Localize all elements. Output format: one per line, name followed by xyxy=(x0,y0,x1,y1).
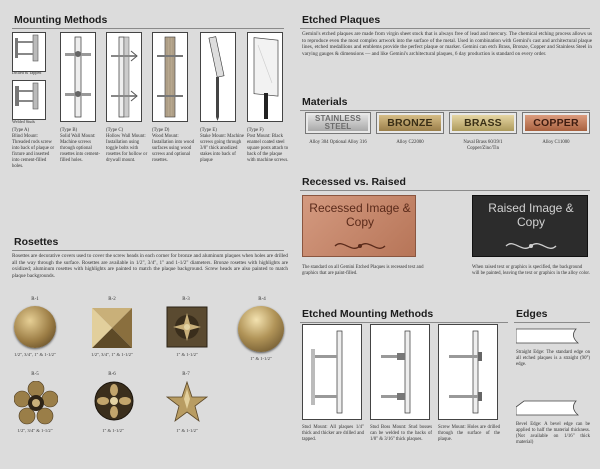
r5-rosette xyxy=(14,381,58,425)
welded-studs-label: Welded Studs xyxy=(12,119,36,124)
stud-boss-mount-text: Stud Boss Mount: Stud bosses can be welded to the backs of 1/8" & 3/16" thick plaques. xyxy=(370,425,432,442)
stake-mount-diagram xyxy=(201,33,235,121)
r3-label: R-3 xyxy=(182,297,190,302)
type-b-image xyxy=(60,32,96,122)
r1-label: R-1 xyxy=(31,297,39,302)
r6-sizes: 1" & 1-1/2" xyxy=(102,428,124,433)
recessed-sample-text: Recessed Image & Copy xyxy=(309,201,411,229)
type-c-text: Hollow Wall Mount: Installation using toggle bolts with rosettes for hollow or drywall mount. xyxy=(106,134,148,163)
recessed-ornament-icon xyxy=(303,238,417,254)
square-ornate-rosette-icon xyxy=(166,306,208,348)
r4-rosette xyxy=(238,306,284,352)
flower-rosette-icon xyxy=(14,381,58,425)
stud-boss-mount-diagram xyxy=(371,325,429,419)
mounting-methods-title: Mounting Methods xyxy=(14,14,108,26)
type-a-caption xyxy=(12,128,56,170)
stud-mount-diagram xyxy=(303,325,361,419)
brass-name: BRASS xyxy=(464,117,502,129)
type-b-label: (Type B) xyxy=(60,128,78,133)
bronze-plate xyxy=(377,113,443,133)
brass-note: Naval Brass 60/39/1 Copper/Zinc/Tin xyxy=(463,140,503,151)
type-c-image xyxy=(106,32,142,122)
edges-title: Edges xyxy=(516,308,548,320)
raised-sample-plaque xyxy=(472,195,588,257)
straight-edge-text: Straight Edge: The standard edge on all etched plaques is a straight (90°) edge. xyxy=(516,350,590,367)
bevel-edge-image xyxy=(516,398,588,418)
welded-studs-diagram xyxy=(13,81,45,111)
etched-mounting-title: Etched Mounting Methods xyxy=(302,308,434,320)
r5-label: R-5 xyxy=(31,372,39,377)
bronze-note: Alloy C22000 xyxy=(396,140,424,145)
straight-edge-diagram xyxy=(516,326,588,346)
copper-note: Alloy C11000 xyxy=(542,140,570,145)
r4-label: R-4 xyxy=(258,297,266,302)
type-f-image xyxy=(247,32,283,122)
type-f-text: Post Mount: Black enamel coated steel square posts attach to back of the plaque with machine screws. xyxy=(247,134,289,163)
mounting-rule xyxy=(12,28,284,29)
hollow-wall-mount-diagram xyxy=(107,33,141,121)
r6-rosette xyxy=(94,381,134,421)
type-e-image xyxy=(200,32,236,122)
brass-plate xyxy=(450,113,516,133)
copper-name: COPPER xyxy=(533,117,579,129)
stud-boss-mount-image xyxy=(370,324,430,420)
r1-rosette xyxy=(14,306,56,348)
recessed-text: The standard on all Gemini Etched Plaques is recessed text and graphics that are paint-filled. xyxy=(302,265,424,276)
raised-sample-text: Raised Image & Copy xyxy=(488,201,574,229)
pyramid-rosette-icon xyxy=(90,306,134,350)
screw-mount-text: Screw Mount: Holes are drilled through the surface of the plaque. xyxy=(438,425,500,442)
etched-plaques-title: Etched Plaques xyxy=(302,14,381,26)
type-a-welded-studs-image xyxy=(12,80,46,120)
r2-rosette xyxy=(90,306,134,350)
type-a-drilled-tapped-image xyxy=(12,32,46,72)
screw-mount-image xyxy=(438,324,498,420)
recessed-sample-plaque xyxy=(302,195,416,257)
recessed-rule xyxy=(300,190,590,191)
solid-wall-mount-diagram xyxy=(61,33,95,121)
stud-mount-text: Stud Mount: All plaques 1/4" thick and thicker are drilled and tapped. xyxy=(302,425,364,442)
etched-mounting-rule xyxy=(300,322,508,323)
rosettes-intro: Rosettes are decorative covers used to cover the screw heads in each corner for bronze and aluminum plaques when holes are drilled all the way through the surface. Rosettes are available in 1/2", 3/4", 1" and 1-1/2" diameters. Bronze rosettes with highlights are oxidized; aluminum rosettes with highlights are painted to match the plaque background. Screw heads are also painted to match plaque backgrounds. xyxy=(12,253,288,279)
r3-rosette xyxy=(166,306,208,348)
stainless-steel-name: STAINLESS STEEL xyxy=(314,114,362,131)
stainless-steel-plate xyxy=(306,113,370,133)
type-c-label: (Type C) xyxy=(106,128,124,133)
bronze-name: BRONZE xyxy=(387,117,433,129)
type-a-text: Blind Mount: Threaded rods screw into back of plaque or fixture and inserted into cement-filled holes. xyxy=(12,134,55,169)
copper-plate xyxy=(523,113,589,133)
star-rosette-icon xyxy=(166,381,208,423)
rosettes-title: Rosettes xyxy=(14,236,59,248)
r7-rosette xyxy=(166,381,208,423)
drilled-tapped-diagram xyxy=(13,33,45,63)
r7-label: R-7 xyxy=(182,372,190,377)
bevel-edge-text: Bevel Edge: A bevel edge can be applied to half the material thickness. (Not available on 1/16" thick material) xyxy=(516,422,590,445)
type-d-label: (Type D) xyxy=(152,128,170,133)
r4-sizes: 1" & 1-1/2" xyxy=(250,356,272,361)
r7-sizes: 1" & 1-1/2" xyxy=(176,428,198,433)
type-c-caption xyxy=(106,128,150,164)
type-d-caption xyxy=(152,128,196,164)
type-f-caption xyxy=(247,128,291,164)
stud-mount-image xyxy=(302,324,362,420)
type-b-text: Solid Wall Mount: Machine screws through optional rosettes into cement-filled holes. xyxy=(60,134,100,163)
type-d-image xyxy=(152,32,188,122)
r2-sizes: 1/2", 3/4", 1" & 1-1/2" xyxy=(91,352,133,357)
r5-sizes: 1/2", 3/4" & 1-1/2" xyxy=(17,428,53,433)
post-mount-diagram xyxy=(248,33,282,121)
raised-ornament-icon xyxy=(473,238,589,254)
wood-mount-diagram xyxy=(153,33,187,121)
type-b-caption xyxy=(60,128,104,164)
r6-label: R-6 xyxy=(108,372,116,377)
stainless-steel-note: Alloy 304 Optional Alloy 316 xyxy=(309,140,367,145)
type-e-text: Stake Mount: Machine screws going through 3/8" thick anodized stakes into back of plaque xyxy=(200,134,244,163)
r2-label: R-2 xyxy=(108,297,116,302)
raised-text: When raised text or graphics is specified, the background will be painted, leaving the text or graphics in the alloy color. xyxy=(472,265,590,276)
type-a-label: (Type A) xyxy=(12,128,30,133)
bevel-edge-diagram xyxy=(516,398,588,418)
straight-edge-image xyxy=(516,326,588,346)
type-e-label: (Type E) xyxy=(200,128,217,133)
rosettes-rule xyxy=(12,250,284,251)
type-d-text: Wood Mount: Installation into wood surfaces using wood screws and optional rosettes. xyxy=(152,134,195,163)
recessed-raised-title: Recessed vs. Raised xyxy=(302,176,406,188)
materials-rule xyxy=(300,110,590,111)
type-e-caption xyxy=(200,128,244,164)
type-f-label: (Type F) xyxy=(247,128,264,133)
etched-plaques-text: Gemini's etched plaques are made from virgin sheet stock that is always free of lead and mercury. The chemical etching process allows us to reproduce even the most complex artwork into the surface of the metal. Used in combination with Gemini's cast and architectural plaque lines, etched medallions and emblems provide the perfect plaque or marker. Gemini can etch Brass, Bronze, Copper and Stainless Steel in varying gauges & dimensions — and like Gemini's architectural plaques, 6 day production is standard on every order. xyxy=(302,31,592,57)
screw-mount-diagram xyxy=(439,325,497,419)
materials-title: Materials xyxy=(302,96,348,108)
etched-rule xyxy=(300,28,590,29)
drilled-tapped-label: Drilled & Tapped xyxy=(12,70,42,75)
ornate-round-rosette-icon xyxy=(94,381,134,421)
edges-rule xyxy=(514,322,590,323)
r3-sizes: 1" & 1-1/2" xyxy=(176,352,198,357)
r1-sizes: 1/2", 3/4", 1" & 1-1/2" xyxy=(14,352,56,357)
